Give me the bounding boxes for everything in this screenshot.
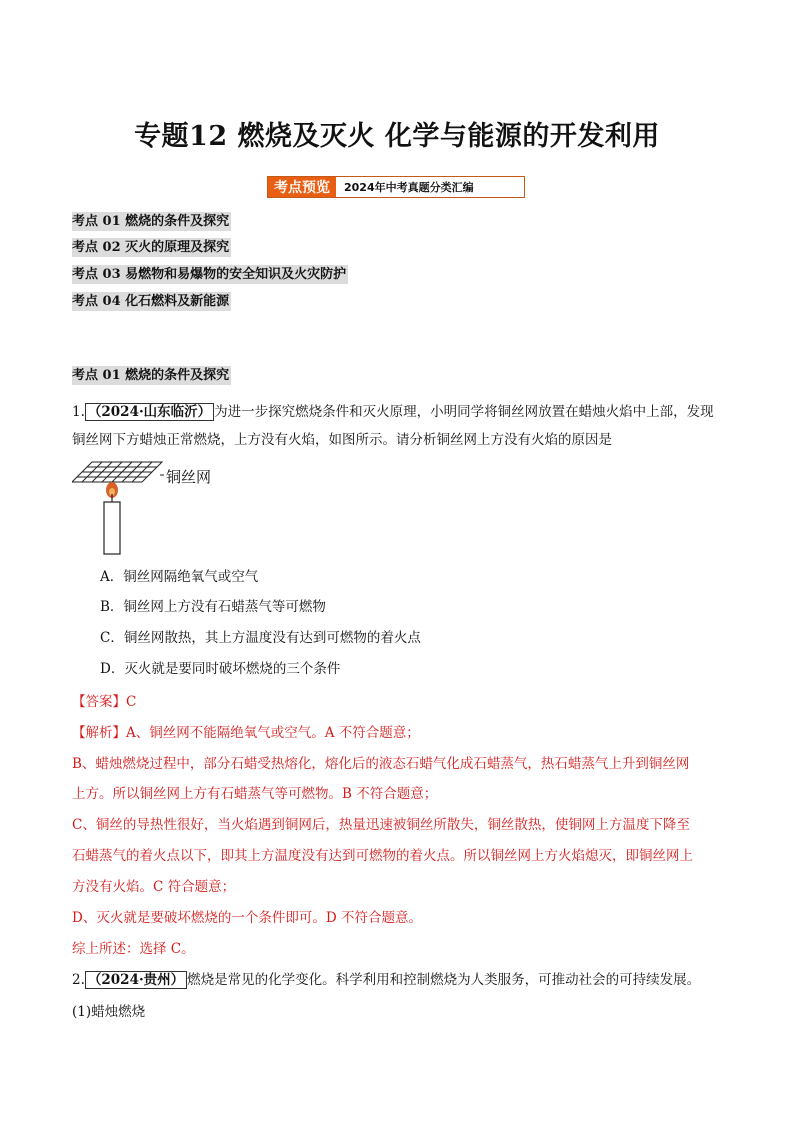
q2-source: （2024·贵州） [85, 971, 187, 989]
option-c: C．铜丝网散热，其上方温度没有达到可燃物的着火点 [100, 630, 421, 646]
q2-subquestion: (1)蜡烛燃烧 [72, 1004, 146, 1020]
analysis-line-3: 上方。所以铜丝网上方有石蜡蒸气等可燃物。B 不符合题意； [72, 786, 438, 802]
q1-answer: 【答案】C [72, 694, 137, 710]
q1-text-1: 为进一步探究燃烧条件和灭火原理，小明同学将铜丝网放置在蜡烛火焰中上部，发现 [214, 404, 714, 420]
badge-text: 2024年中考真题分类汇编 [344, 181, 474, 194]
option-a: A．铜丝网隔绝氧气或空气 [100, 569, 259, 585]
badge-tag: 考点预览 [268, 177, 336, 197]
toc-item-04: 考点 04 化石燃料及新能源 [72, 294, 230, 309]
option-d: D．灭火就是要同时破坏燃烧的三个条件 [100, 661, 341, 677]
analysis-line-4: C、铜丝的导热性很好，当火焰遇到铜网后，热量迅速被铜丝所散失，铜丝散热，使铜网上方温度下降至 [72, 817, 690, 833]
option-b: B．铜丝网上方没有石蜡蒸气等可燃物 [100, 599, 326, 615]
page-title: 专题12 燃烧及灭火 化学与能源的开发利用 [134, 121, 660, 152]
q2-number: 2. [72, 972, 85, 988]
analysis-line-8: 综上所述：选择 C。 [72, 941, 195, 957]
q2-text: 燃烧是常见的化学变化。科学利用和控制燃烧为人类服务，可推动社会的可持续发展。 [187, 972, 701, 988]
q1-number: 1. [72, 404, 85, 420]
analysis-line-6: 方没有火焰。C 符合题意； [72, 879, 236, 895]
analysis-line-1: 【解析】A、铜丝网不能隔绝氧气或空气。A 不符合题意； [72, 725, 420, 741]
section-heading: 考点 01 燃烧的条件及探究 [72, 368, 230, 383]
toc-item-01: 考点 01 燃烧的条件及探究 [72, 214, 230, 229]
preview-badge [267, 176, 525, 198]
q1-source: （2024·山东临沂） [85, 403, 214, 421]
toc-item-03: 考点 03 易燃物和易爆物的安全知识及火灾防护 [72, 267, 347, 282]
analysis-line-7: D、灭火就是要破坏燃烧的一个条件即可。D 不符合题意。 [72, 910, 422, 926]
toc-item-02: 考点 02 灭火的原理及探究 [72, 240, 230, 255]
q1-line1 [72, 402, 714, 422]
analysis-line-5: 石蜡蒸气的着火点以下，即其上方温度没有达到可燃物的着火点。所以铜丝网上方火焰熄灭，即铜丝网上 [72, 848, 693, 864]
analysis-line-2: B、蜡烛燃烧过程中，部分石蜡受热熔化，熔化后的液态石蜡气化成石蜡蒸气，热石蜡蒸气上升到铜丝网 [72, 756, 690, 772]
q2-line [72, 970, 700, 990]
q1-line2: 铜丝网下方蜡烛正常燃烧，上方没有火焰，如图所示。请分析铜丝网上方没有火焰的原因是 [72, 432, 612, 448]
figure-label: 铜丝网 [166, 468, 212, 486]
